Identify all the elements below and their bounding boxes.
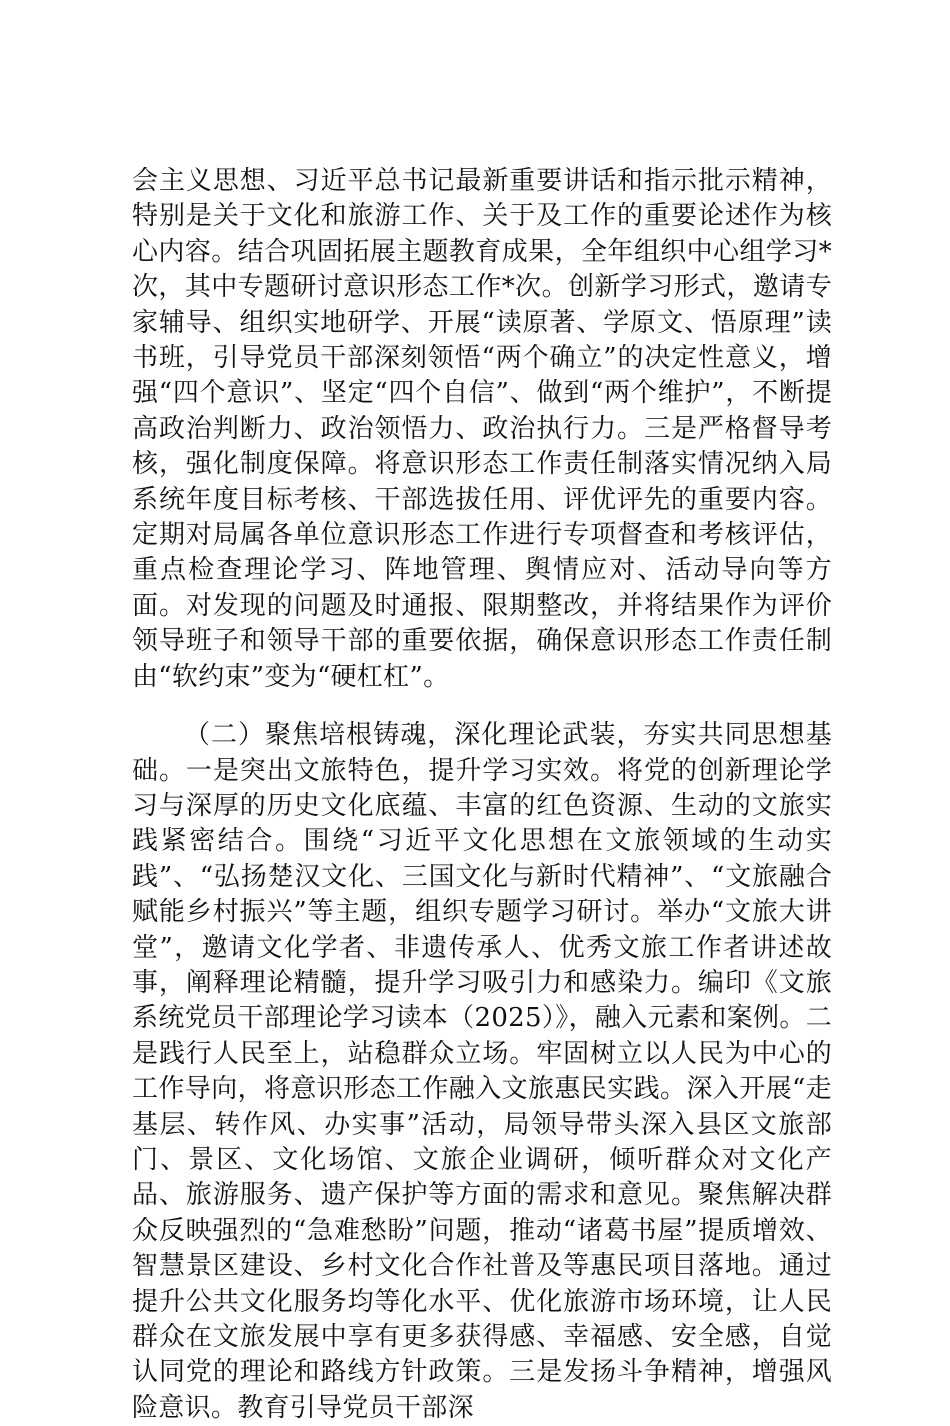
document-body: [132, 164, 832, 1426]
paragraph-section-two: （二）聚焦培根铸魂，深化理论武装，夯实共同思想基础。一是突出文旅特色，提升学习实效。将党的创新理论学习与深厚的历史文化底蕴、丰富的红色资源、生动的文旅实践紧密结合。围绕“习近平文化思想在文旅领域的生动实践”、“弘扬楚汉文化、三国文化与新时代精神”、“文旅融合赋能乡村振兴”等主题，组织专题学习研讨。举办“文旅大讲堂”，邀请文化学者、非遗传承人、优秀文旅工作者讲述故事，阐释理论精髓，提升学习吸引力和感染力。编印《文旅系统党员干部理论学习读本（2025）》，融入元素和案例。二是践行人民至上，站稳群众立场。牢固树立以人民为中心的工作导向，将意识形态工作融入文旅惠民实践。深入开展“走基层、转作风、办实事”活动，局领导带头深入县区文旅部门、景区、文化场馆、文旅企业调研，倾听群众对文化产品、旅游服务、遗产保护等方面的需求和意见。聚焦解决群众反映强烈的“急难愁盼”问题，推动“诸葛书屋”提质增效、智慧景区建设、乡村文化合作社普及等惠民项目落地。通过提升公共文化服务均等化水平、优化旅游市场环境，让人民群众在文旅发展中享有更多获得感、幸福感、安全感，自觉认同党的理论和路线方针政策。三是发扬斗争精神，增强风险意识。教育引导党员干部深: [132, 720, 832, 1423]
paragraph-continuation: 会主义思想、习近平总书记最新重要讲话和指示批示精神，特别是关于文化和旅游工作、关于及工作的重要论述作为核心内容。结合巩固拓展主题教育成果，全年组织中心组学习*次，其中专题研讨意识形态工作*次。创新学习形式，邀请专家辅导、组织实地研学、开展“读原著、学原文、悟原理”读书班，引导党员干部深刻领悟“两个确立”的决定性意义，增强“四个意识”、坚定“四个自信”、做到“两个维护”，不断提高政治判断力、政治领悟力、政治执行力。三是严格督导考核，强化制度保障。将意识形态工作责任制落实情况纳入局系统年度目标考核、干部选拔任用、评优评先的重要内容。定期对局属各单位意识形态工作进行专项督查和考核评估，重点检查理论学习、阵地管理、舆情应对、活动导向等方面。对发现的问题及时通报、限期整改，并将结果作为评价领导班子和领导干部的重要依据，确保意识形态工作责任制由“软约束”变为“硬杠杠”。: [132, 166, 832, 692]
